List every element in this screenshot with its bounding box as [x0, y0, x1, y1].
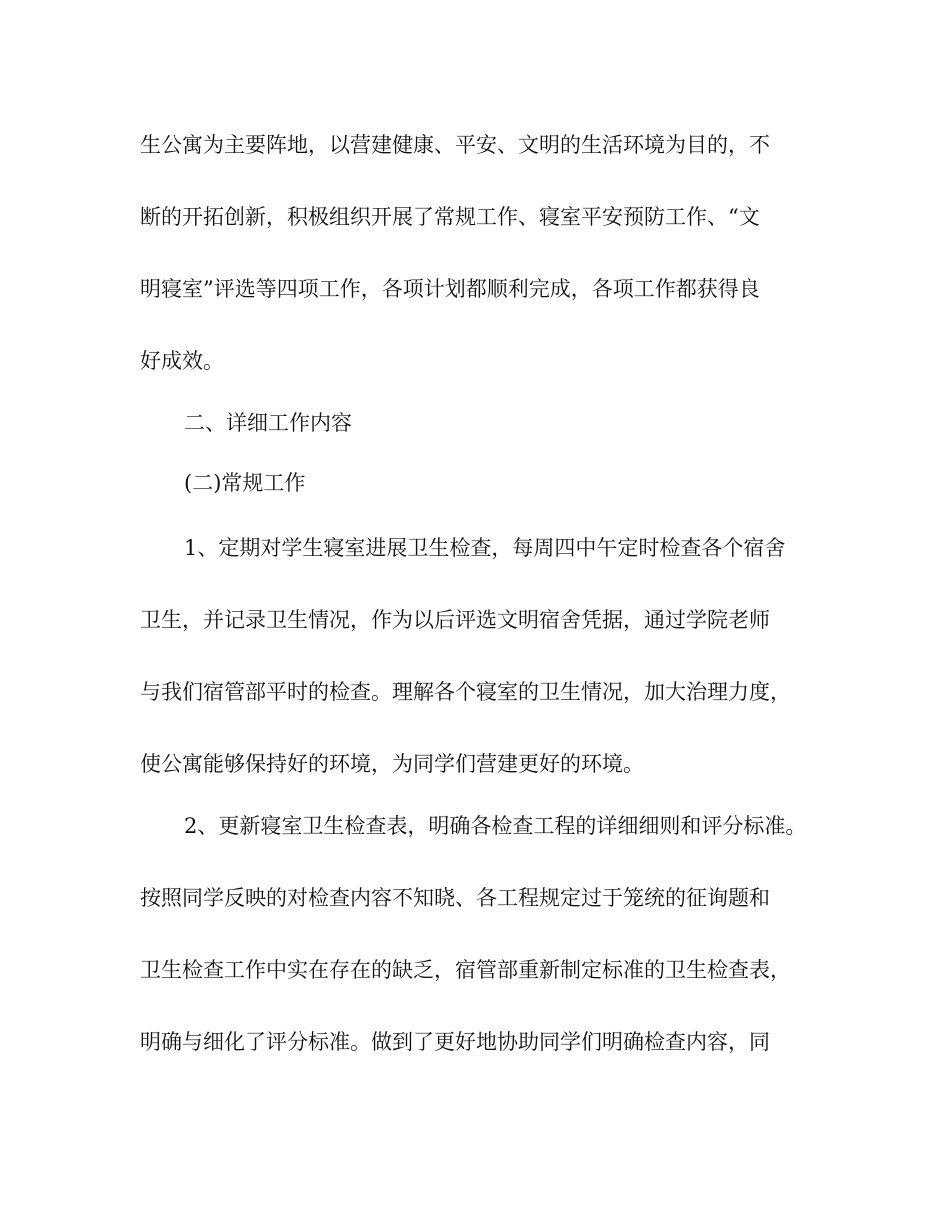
paragraph-line: 与我们宿管部平时的检查。理解各个寝室的卫生情况，加大治理力度，: [140, 680, 791, 704]
paragraph-line: 生公寓为主要阵地，以营建健康、平安、文明的生活环境为目的，不: [140, 133, 770, 157]
paragraph-line: 卫生，并记录卫生情况，作为以后评选文明宿舍凭据，通过学院老师: [140, 608, 770, 632]
subsection-heading: (二)常规工作: [184, 471, 306, 495]
paragraph-line: 好成效。: [140, 349, 224, 373]
section-heading: 二、详细工作内容: [184, 411, 352, 435]
paragraph-line: 断的开拓创新，积极组织开展了常规工作、寝室平安预防工作、“文: [140, 205, 760, 229]
paragraph-line: 按照同学反映的对检查内容不知晓、各工程规定过于笼统的征询题和: [140, 886, 770, 910]
paragraph-line: 2、更新寝室卫生检查表，明确各检查工程的详细细则和评分标准。: [184, 814, 807, 838]
paragraph-line: 明寝室”评选等四项工作，各项计划都顺利完成，各项工作都获得良: [140, 277, 760, 301]
paragraph-line: 明确与细化了评分标准。做到了更好地协助同学们明确检查内容，同: [140, 1030, 770, 1054]
paragraph-line: 使公寓能够保持好的环境，为同学们营建更好的环境。: [140, 752, 644, 776]
paragraph-line: 卫生检查工作中实在存在的缺乏，宿管部重新制定标准的卫生检查表，: [140, 958, 791, 982]
paragraph-line: 1、定期对学生寝室进展卫生检查，每周四中午定时检查各个宿舍: [184, 536, 786, 560]
